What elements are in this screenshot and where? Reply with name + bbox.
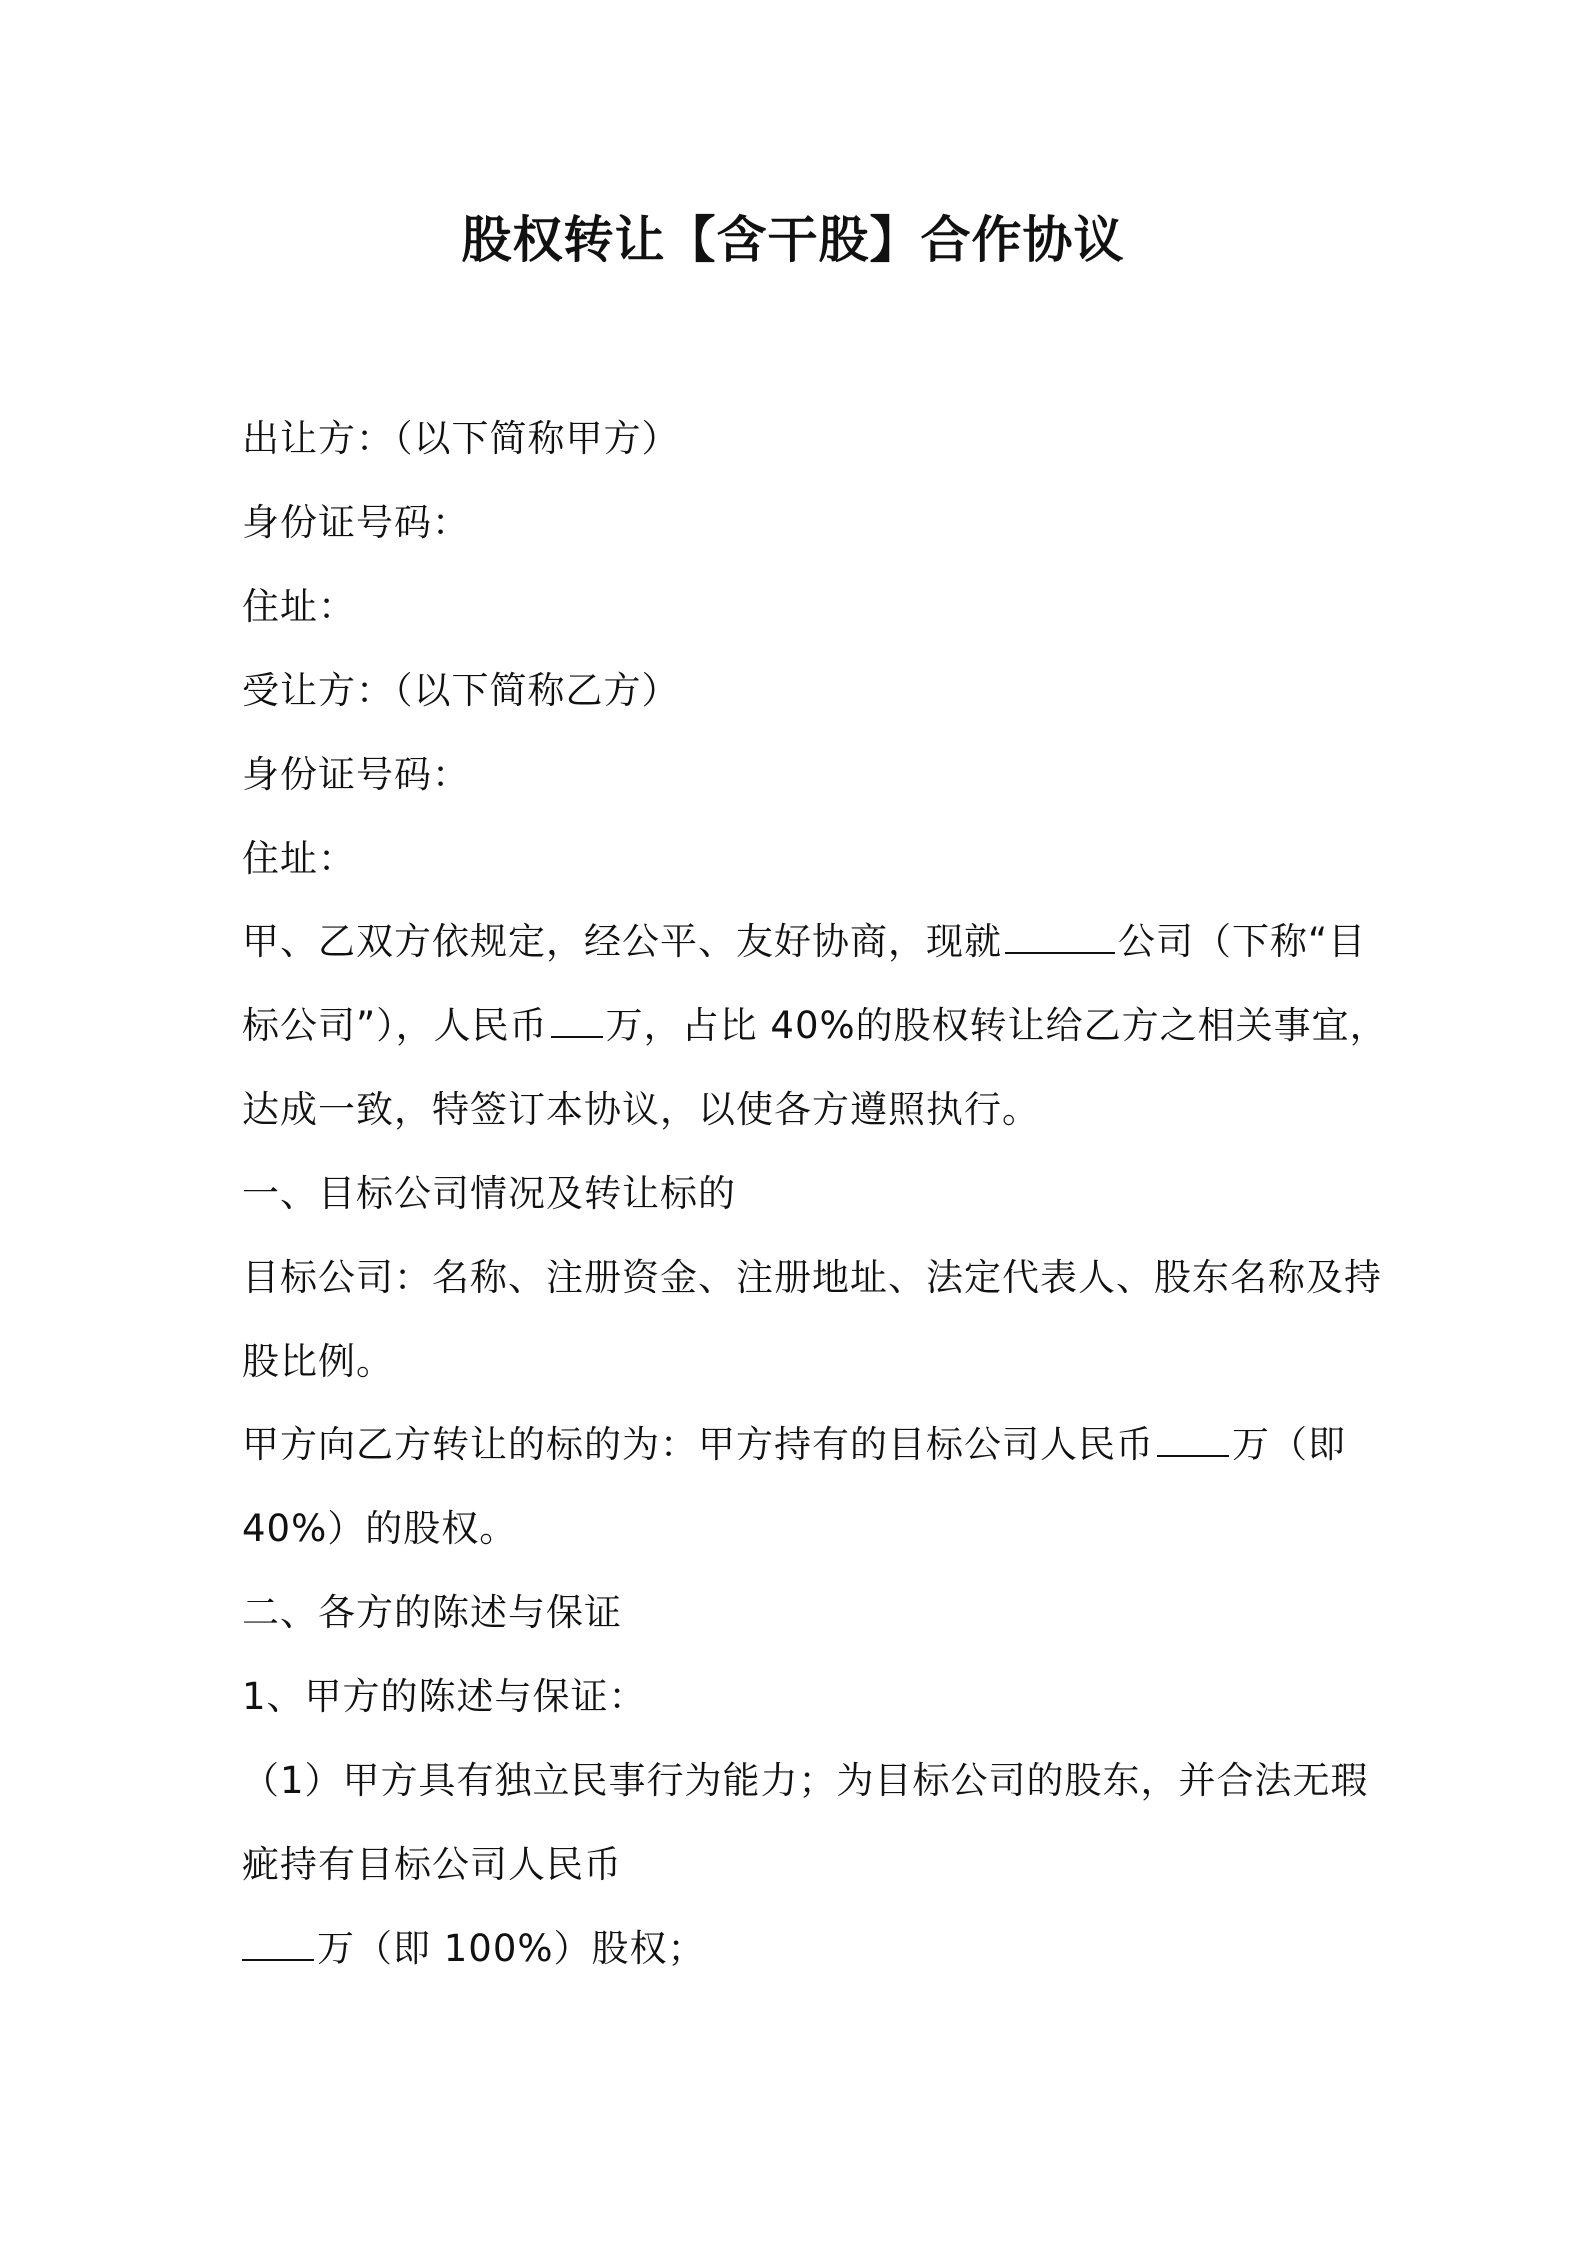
warranty-item-1-line-3: [242, 1925, 706, 1973]
transferor-address-line: [242, 583, 356, 631]
amount-blank: [551, 1002, 603, 1038]
transfer-subject-text-2: 40%）的股权。: [242, 1507, 518, 1550]
holding-amount-blank: [242, 1925, 314, 1961]
subject-amount-blank: [1157, 1421, 1229, 1457]
transfer-subject-text-1b: 万（即: [1232, 1423, 1346, 1466]
transferor-address-label: 住址：: [242, 585, 356, 628]
target-company-line-1: [242, 1254, 1382, 1302]
company-name-blank: [1005, 918, 1115, 954]
warranty-item-1-text-3: 万（即 100%）股权；: [317, 1927, 706, 1970]
preamble-line-2: [242, 1002, 1388, 1050]
transferor-label: 出让方：（以下简称甲方）: [242, 417, 680, 460]
section-2-heading-text: 二、各方的陈述与保证: [242, 1591, 622, 1634]
transferee-address-line: [242, 835, 356, 883]
transferee-id-line: [242, 751, 470, 799]
transferor-id-line: [242, 499, 470, 547]
transferor-line: [242, 415, 680, 463]
transfer-subject-line-2: [242, 1505, 517, 1553]
preamble-text-1a: 甲、乙双方依规定，经公平、友好协商，现就: [242, 920, 1002, 963]
transfer-subject-text-1a: 甲方向乙方转让的标的为：甲方持有的目标公司人民币: [242, 1423, 1154, 1466]
warranty-item-1-text-1: （1）甲方具有独立民事行为能力；为目标公司的股东，并合法无瑕: [242, 1759, 1369, 1802]
preamble-text-2b: 万，占比 40%的股权转让给乙方之相关事宜，: [605, 1004, 1388, 1047]
section-1-heading-text: 一、目标公司情况及转让标的: [242, 1172, 736, 1215]
warranty-item-1-text-2: 疵持有目标公司人民币: [242, 1843, 622, 1886]
transferor-id-label: 身份证号码：: [242, 501, 470, 544]
transferee-address-label: 住址：: [242, 837, 356, 880]
preamble-text-3: 达成一致，特签订本协议，以使各方遵照执行。: [242, 1088, 1040, 1131]
preamble-text-1b: 公司（下称“目: [1118, 920, 1367, 963]
preamble-text-2a: 标公司”），人民币: [242, 1004, 548, 1047]
party-a-warranty-heading-text: 1、甲方的陈述与保证：: [242, 1675, 647, 1718]
warranty-item-1-line-1: [242, 1757, 1369, 1805]
party-a-warranty-heading: [242, 1673, 647, 1721]
transferee-label: 受让方：（以下简称乙方）: [242, 669, 680, 712]
preamble-line-3: [242, 1086, 1040, 1134]
document-title: 股权转让【含干股】合作协议: [461, 211, 1125, 269]
target-company-line-2: [242, 1338, 394, 1386]
preamble-line-1: [242, 918, 1366, 966]
section-2-heading: [242, 1589, 622, 1637]
transfer-subject-line-1: [242, 1421, 1346, 1469]
transferee-id-label: 身份证号码：: [242, 753, 470, 796]
target-company-text-2: 股比例。: [242, 1340, 394, 1383]
section-1-heading: [242, 1170, 736, 1218]
target-company-text-1: 目标公司：名称、注册资金、注册地址、法定代表人、股东名称及持: [242, 1256, 1382, 1299]
transferee-line: [242, 667, 680, 715]
warranty-item-1-line-2: [242, 1841, 622, 1889]
